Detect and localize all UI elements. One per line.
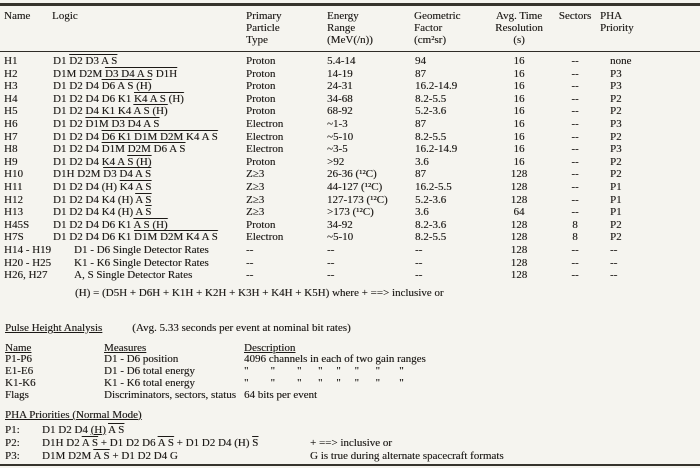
row-sectors: -- <box>571 80 579 93</box>
logic-term: K1 - K6 Single Detector Rates <box>74 256 209 269</box>
logic-term: D1 D2 D4 K4 (H) <box>53 193 136 206</box>
priority-note <box>310 424 700 437</box>
row-time-resolution: 128 <box>510 243 528 256</box>
row-sectors: -- <box>571 168 579 181</box>
priority-logic <box>42 437 310 450</box>
row-geometric-factor: 87 <box>415 67 426 80</box>
row-energy: 34-68 <box>327 92 353 105</box>
logic-term: D1M D2M K4 A S <box>133 231 218 244</box>
table-row <box>0 206 700 219</box>
row-particle: Electron <box>246 231 284 244</box>
row-particle: Z≥3 <box>246 193 265 206</box>
row-particle: Z≥3 <box>246 180 265 193</box>
pha-row-description: " " " " " " " " <box>244 365 404 378</box>
row-sectors: -- <box>571 193 579 206</box>
col-header-time: Avg. Time Resolution (s) <box>495 10 543 46</box>
pha-row-measures: K1 - K6 total energy <box>104 377 195 390</box>
row-logic <box>46 131 246 144</box>
table-row <box>0 131 700 144</box>
row-energy: 14-19 <box>327 67 353 80</box>
row-logic <box>46 93 246 106</box>
row-logic <box>46 257 246 270</box>
table-row <box>0 244 700 257</box>
logic-term: D1 D2 D4 K4 (H) A <box>53 206 146 219</box>
row-logic <box>46 52 246 68</box>
table-row <box>0 168 700 181</box>
logic-term: (H) <box>90 423 106 436</box>
row-pha-priority: P2 <box>610 231 622 244</box>
row-name: H20 - H25 <box>4 256 52 269</box>
row-logic <box>46 269 246 282</box>
table-row <box>0 257 700 270</box>
table-row <box>0 52 700 68</box>
logic-term: D1M D2M <box>53 67 105 80</box>
table-row <box>0 68 700 81</box>
table-row <box>0 105 700 118</box>
row-geometric-factor: 16.2-14.9 <box>415 143 458 156</box>
row-time-resolution: 64 <box>513 206 525 219</box>
priority-note: G is true during alternate spacecraft formats <box>310 449 504 462</box>
pha-row-name: K1-K6 <box>5 377 36 390</box>
rate-logic-table <box>0 7 700 282</box>
priority-row <box>5 437 700 450</box>
row-time-resolution: 16 <box>513 117 525 130</box>
row-time-resolution: 16 <box>513 80 525 93</box>
logic-term: D1 D2 D4 D6 K1 <box>53 231 134 244</box>
h-definition-footnote: (H) = (D5H + D6H + K1H + K2H + K3H + K4H + K5H) where + ==> inclusive or <box>75 286 444 299</box>
row-name: H26, H27 <box>4 269 48 282</box>
logic-term: D2 D3 A S <box>69 55 118 67</box>
col-header-particle: Primary Particle Type <box>246 10 282 46</box>
logic-term: D1H D2M <box>53 168 104 181</box>
table-row <box>0 269 700 282</box>
row-energy: 26-36 (¹²C) <box>327 168 377 181</box>
pha-table <box>5 343 700 402</box>
row-time-resolution: 128 <box>510 231 528 244</box>
row-name: H2 <box>4 67 18 80</box>
priority-row <box>5 450 700 463</box>
row-geometric-factor: 87 <box>415 168 426 181</box>
row-logic <box>46 168 246 181</box>
pha-row <box>5 390 700 402</box>
row-name: H7 <box>4 130 18 143</box>
row-pha-priority: -- <box>610 269 618 282</box>
row-geometric-factor: 8.2-5.5 <box>415 130 447 143</box>
row-geometric-factor: 16.2-5.5 <box>415 180 452 193</box>
pha-table-body <box>5 354 700 401</box>
row-sectors: -- <box>571 143 579 156</box>
pha-row-measures: D1 - D6 total energy <box>104 365 195 378</box>
row-particle: Proton <box>246 92 276 105</box>
row-particle: Z≥3 <box>246 206 265 219</box>
logic-term: D1 - D6 Single Detector Rates <box>74 243 209 256</box>
row-time-resolution: 128 <box>510 218 528 231</box>
logic-term: D3 D4 A S <box>103 168 152 181</box>
row-time-resolution: 16 <box>513 67 525 80</box>
row-energy: 44-127 (¹²C) <box>327 180 383 193</box>
table-row <box>0 231 700 244</box>
priority-label: P1: <box>5 423 20 436</box>
row-name: H3 <box>4 80 18 93</box>
logic-term: D1 D2 D4 K4 A <box>53 155 128 168</box>
row-time-resolution: 128 <box>510 193 528 206</box>
pha-row-measures: D1 - D6 position <box>104 353 179 366</box>
row-time-resolution: 16 <box>513 155 525 168</box>
table-row <box>0 181 700 194</box>
logic-term: D6 K1 D1M D2M K4 A S <box>101 130 218 143</box>
row-particle: -- <box>246 269 254 282</box>
row-energy: ~5-10 <box>327 130 354 143</box>
row-pha-priority: P2 <box>610 105 622 118</box>
row-logic <box>46 194 246 207</box>
row-energy: 34-92 <box>327 218 353 231</box>
row-logic <box>46 105 246 118</box>
row-particle: Proton <box>246 105 276 118</box>
row-sectors: -- <box>571 117 579 130</box>
row-sectors: -- <box>571 55 579 67</box>
priority-note: + ==> inclusive or <box>310 436 392 449</box>
row-pha-priority: P1 <box>610 193 622 206</box>
row-name: H7S <box>4 231 24 244</box>
row-name: H9 <box>4 155 18 168</box>
logic-term: A S <box>108 423 125 436</box>
row-pha-priority: none <box>610 55 632 67</box>
row-geometric-factor: 8.2-5.5 <box>415 231 447 244</box>
row-particle: Proton <box>246 218 276 231</box>
row-pha-priority: P2 <box>610 218 622 231</box>
logic-term: D1 D2 D4 <box>53 130 102 143</box>
logic-term: K4 A S <box>119 180 152 193</box>
pha-row-description: 64 bits per event <box>244 388 318 401</box>
row-time-resolution: 16 <box>513 143 525 156</box>
table-row <box>0 143 700 156</box>
logic-term: D6 A S (H) <box>101 80 152 93</box>
row-energy: >92 <box>327 155 345 168</box>
row-pha-priority: P1 <box>610 180 622 193</box>
row-sectors: -- <box>571 130 579 143</box>
priority-row <box>5 424 700 437</box>
pha-section-title: Pulse Height Analysis <box>5 321 103 334</box>
row-particle: Proton <box>246 80 276 93</box>
row-geometric-factor: -- <box>415 243 423 256</box>
pha-row-name: P1-P6 <box>5 353 32 366</box>
logic-term: A S <box>81 436 98 449</box>
row-name: H8 <box>4 143 18 156</box>
priority-label: P3: <box>5 449 20 462</box>
table-row <box>0 80 700 93</box>
row-time-resolution: 128 <box>510 168 528 181</box>
pha-priorities-title: PHA Priorities (Normal Mode) <box>5 408 142 421</box>
row-logic <box>46 80 246 93</box>
pha-row-name: E1-E6 <box>5 365 34 378</box>
logic-term: D1M D2M D6 A S <box>101 143 186 156</box>
row-logic <box>46 219 246 232</box>
row-name: H1 <box>4 55 18 67</box>
row-name: H5 <box>4 105 18 118</box>
table-header-row <box>0 7 700 52</box>
col-header-sectors: Sectors <box>558 10 592 22</box>
row-energy: -- <box>327 243 335 256</box>
row-pha-priority: P3 <box>610 67 622 80</box>
pha-priorities-body <box>5 424 700 463</box>
row-particle: Z≥3 <box>246 168 265 181</box>
logic-term: + D1 D2 D4 (H) <box>173 436 253 449</box>
row-time-resolution: 16 <box>513 105 525 118</box>
row-particle: Electron <box>246 130 284 143</box>
row-sectors: -- <box>571 67 579 80</box>
row-name: H14 - H19 <box>4 243 52 256</box>
table-row <box>0 194 700 207</box>
row-name: H11 <box>4 180 23 193</box>
row-pha-priority: -- <box>610 243 618 256</box>
row-name: H6 <box>4 117 18 130</box>
pha-row-description: " " " " " " " " <box>244 377 404 390</box>
pha-col-name: Name <box>5 341 32 354</box>
row-pha-priority: -- <box>610 256 618 269</box>
logic-term: + D1 D2 D4 G <box>109 449 178 462</box>
logic-term: D1 D2 D4 (H) <box>53 180 120 193</box>
row-energy: 24-31 <box>327 80 353 93</box>
pha-col-measures: Measures <box>104 341 147 354</box>
logic-term: K4 A S (H) <box>133 92 184 105</box>
row-geometric-factor: 5.2-3.6 <box>415 193 447 206</box>
row-energy: ~5-10 <box>327 231 354 244</box>
table-row <box>0 118 700 131</box>
rate-logic-table-body <box>0 52 700 282</box>
row-particle: -- <box>246 243 254 256</box>
table-row <box>0 219 700 232</box>
row-particle: Proton <box>246 155 276 168</box>
row-time-resolution: 128 <box>510 256 528 269</box>
pha-row-measures: Discriminators, sectors, status <box>104 388 236 401</box>
row-pha-priority: P2 <box>610 168 622 181</box>
row-sectors: -- <box>571 243 579 256</box>
pha-priorities-section <box>5 409 700 463</box>
logic-term: D1 D2 D4 <box>42 423 91 436</box>
row-pha-priority: P2 <box>610 155 622 168</box>
logic-term: D1 D2 D4 D6 K1 <box>53 218 134 231</box>
logic-term: D1 D2 <box>53 117 86 130</box>
logic-term: $\overline{S}$ <box>145 206 152 219</box>
row-geometric-factor: 94 <box>415 55 426 67</box>
row-particle: Proton <box>246 67 276 80</box>
pha-section-subtitle: (Avg. 5.33 seconds per event at nominal bit rates) <box>132 321 351 334</box>
logic-term: A S (H) <box>133 105 168 118</box>
row-geometric-factor: 3.6 <box>415 155 429 168</box>
row-logic <box>46 68 246 81</box>
row-sectors: -- <box>571 206 579 219</box>
pha-row-name: Flags <box>5 388 29 401</box>
row-logic <box>46 181 246 194</box>
row-name: H4 <box>4 92 18 105</box>
row-logic <box>46 156 246 169</box>
logic-term: + D1 D2 D6 <box>97 436 158 449</box>
row-logic <box>46 118 246 131</box>
col-header-logic: Logic <box>52 10 78 22</box>
priority-logic <box>42 450 310 463</box>
logic-term: S (H) <box>127 155 152 168</box>
row-particle: Proton <box>246 55 276 67</box>
logic-term: D1M D3 D4 A S <box>85 117 160 130</box>
row-pha-priority: P2 <box>610 130 622 143</box>
logic-term: D1 <box>53 55 70 67</box>
row-pha-priority: P3 <box>610 117 622 130</box>
col-header-energy: Energy Range (MeV(/n)) <box>327 10 373 46</box>
logic-term: A S <box>157 436 174 449</box>
col-header-name: Name <box>4 10 31 22</box>
row-geometric-factor: 8.2-5.5 <box>415 92 447 105</box>
pha-row-description: 4096 channels in each of two gain ranges <box>244 353 426 366</box>
row-name: H45S <box>4 218 30 231</box>
row-sectors: -- <box>571 92 579 105</box>
col-header-pha: PHA Priority <box>600 10 634 34</box>
table-row <box>0 156 700 169</box>
row-time-resolution: 128 <box>510 269 528 282</box>
row-geometric-factor: -- <box>415 269 423 282</box>
logic-term: D1 D2 D4 K1 K4 <box>53 105 134 118</box>
row-geometric-factor: 16.2-14.9 <box>415 80 458 93</box>
logic-term: D1 D2 D4 D6 K1 <box>53 92 134 105</box>
logic-term: D1 D2 D4 <box>53 143 102 156</box>
row-sectors: -- <box>571 269 579 282</box>
col-header-geom: Geometric Factor (cm²sr) <box>414 10 461 46</box>
row-sectors: -- <box>571 155 579 168</box>
table-row <box>0 93 700 106</box>
row-name: H10 <box>4 168 23 181</box>
row-name: H13 <box>4 206 23 219</box>
row-geometric-factor: -- <box>415 256 423 269</box>
row-logic <box>46 231 246 244</box>
row-sectors: 8 <box>572 231 578 244</box>
logic-term: D3 D4 A S D1H <box>104 67 178 80</box>
row-geometric-factor: 5.2-3.6 <box>415 105 447 118</box>
logic-term: A S (H) <box>133 218 168 231</box>
logic-term: A, S Single Detector Rates <box>74 269 193 282</box>
priority-label: P2: <box>5 436 20 449</box>
row-logic <box>46 244 246 257</box>
priority-logic <box>42 424 310 437</box>
row-particle: -- <box>246 256 254 269</box>
row-time-resolution: 16 <box>513 55 525 67</box>
row-pha-priority: P3 <box>610 80 622 93</box>
row-energy: 5.4-14 <box>327 55 356 67</box>
bottom-rule <box>0 464 700 467</box>
row-logic <box>46 143 246 156</box>
logic-term: $\overline{S}$ <box>252 436 259 449</box>
row-energy: -- <box>327 256 335 269</box>
row-particle: Electron <box>246 143 284 156</box>
row-energy: ~1-3 <box>327 117 348 130</box>
row-particle: Electron <box>246 117 284 130</box>
logic-term: A S <box>93 449 110 462</box>
logic-term: D1 D2 D4 <box>53 80 102 93</box>
row-sectors: 8 <box>572 218 578 231</box>
pha-col-description: Description <box>244 341 296 354</box>
row-name: H12 <box>4 193 23 206</box>
row-geometric-factor: 8.2-3.6 <box>415 218 447 231</box>
row-energy: -- <box>327 269 335 282</box>
row-geometric-factor: 87 <box>415 117 426 130</box>
logic-term: A S <box>135 193 152 206</box>
row-time-resolution: 128 <box>510 180 528 193</box>
pha-title-row <box>5 322 700 334</box>
row-pha-priority: P2 <box>610 92 622 105</box>
row-sectors: -- <box>571 105 579 118</box>
row-energy: 68-92 <box>327 105 353 118</box>
row-sectors: -- <box>571 256 579 269</box>
row-energy: 127-173 (¹²C) <box>327 193 388 206</box>
row-geometric-factor: 3.6 <box>415 206 429 219</box>
top-rule <box>0 3 700 6</box>
logic-term: D1H D2 <box>42 436 82 449</box>
logic-term: D1M D2M <box>42 449 94 462</box>
row-pha-priority: P3 <box>610 143 622 156</box>
row-pha-priority: P1 <box>610 206 622 219</box>
row-energy: ~3-5 <box>327 143 348 156</box>
row-energy: >173 (¹²C) <box>327 206 374 219</box>
row-logic <box>46 206 246 219</box>
row-time-resolution: 16 <box>513 130 525 143</box>
row-sectors: -- <box>571 180 579 193</box>
row-time-resolution: 16 <box>513 92 525 105</box>
